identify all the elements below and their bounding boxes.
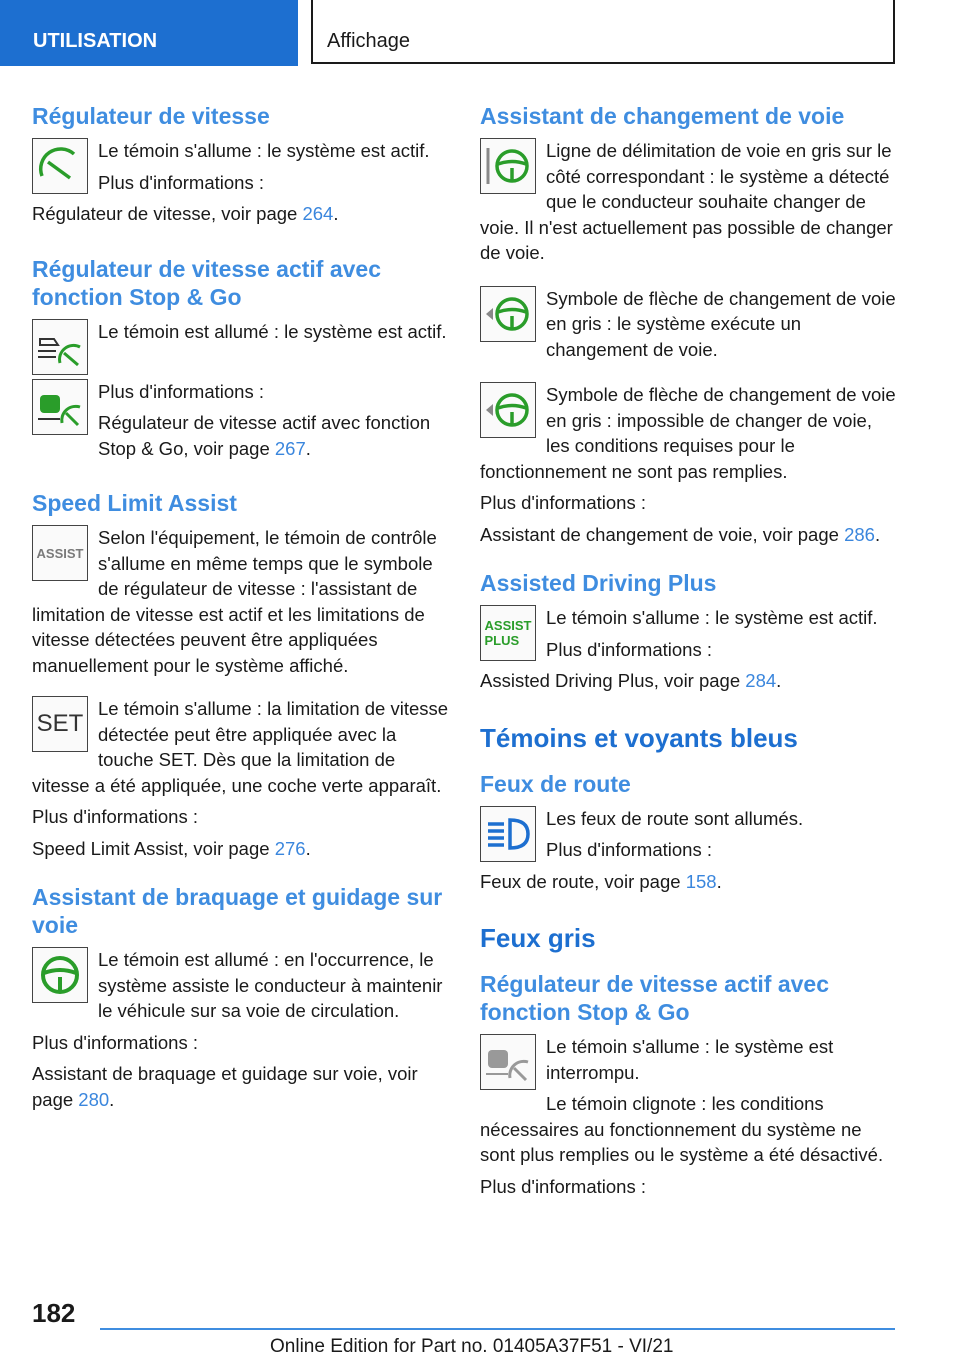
footer-edition: Online Edition for Part no. 01405A37F51 - VI/21 <box>270 1336 674 1357</box>
heading-blue-lights: Témoins et voyants bleus <box>480 722 798 753</box>
heading-cruise-control: Régulateur de vitesse <box>32 103 270 129</box>
text: Assistant de changement de voie, voir page 286. <box>480 523 881 545</box>
text: Speed Limit Assist, voir page 276. <box>32 837 311 859</box>
text: Feux de route, voir page 158. <box>480 870 722 892</box>
text: Symbole de flèche de changement de voie en gris : le système exécute un changement de voie. <box>546 287 896 360</box>
assist-icon: ASSIST <box>32 525 88 581</box>
page-link[interactable]: 158 <box>685 870 717 892</box>
heading-acc-grey: Régulateur de vitesse actif avec fonction Stop & Go <box>480 971 829 1025</box>
section-tab: UTILISATION <box>0 0 298 66</box>
text: Assisted Driving Plus, voir page 284. <box>480 670 782 691</box>
lane-line-grey-icon <box>480 138 536 194</box>
heading-high-beam: Feux de route <box>480 770 631 797</box>
section-lane-change <box>480 102 898 547</box>
text: Plus d'informations : <box>480 1175 646 1197</box>
text: Plus d'informations : <box>98 171 264 193</box>
left-column <box>32 102 450 1134</box>
heading-acc-stop-go: Régulateur de vitesse actif avec fonction Stop & Go <box>32 255 381 310</box>
text: Assistant de braquage et guidage sur voie, voir page 280. <box>32 1063 418 1110</box>
page-header <box>0 0 960 66</box>
acc-vehicle-icon <box>32 379 88 435</box>
acc-grey-icon <box>480 1034 536 1090</box>
page-link[interactable]: 267 <box>274 437 306 459</box>
footer-divider <box>100 1328 895 1330</box>
text: Le témoin s'allume : le système est actif. <box>546 607 878 628</box>
section-assisted-driving-plus <box>480 569 898 700</box>
acc-outline-icon <box>32 319 88 375</box>
page-link[interactable]: 284 <box>745 670 777 691</box>
text: Selon l'équipement, le témoin de contrôle s'allume en même temps que le symbole de régulateur de vitesse : l'assistant de limitation de vitesse est actif et les limitations de vitesse détectées peuvent être appliquées manuellement pour le système affiché. <box>32 527 437 676</box>
heading-speed-limit-assist: Speed Limit Assist <box>32 490 237 516</box>
text: Symbole de flèche de changement de voie en gris : impossible de changer de voie, les conditions requises pour le fonctionnement ne sont pas remplies. <box>480 384 896 482</box>
text: Plus d'informations : <box>32 806 198 827</box>
lane-change-blocked-icon <box>480 382 536 438</box>
section-speed-limit-assist <box>32 489 450 861</box>
heading-grey-lights: Feux gris <box>480 923 596 953</box>
page-link[interactable]: 280 <box>78 1088 110 1110</box>
text: Plus d'informations : <box>546 839 712 860</box>
page-link[interactable]: 264 <box>302 203 334 224</box>
text: Régulateur de vitesse actif avec fonction Stop & Go, voir page 267. <box>98 412 431 459</box>
high-beam-icon <box>480 806 536 862</box>
section-steering-assist <box>32 883 450 1112</box>
text: Le témoin clignote : les conditions nécessaires au fonctionnement du système ne sont plus remplies ou le système a été désactivé. <box>480 1093 884 1165</box>
text: Le témoin s'allume : la limitation de vitesse détectée peut être appliquée avec la touche SET. Dès que la limitation de vitesse a été appliquée, une coche verte apparaît. <box>32 698 449 796</box>
text: Plus d'informations : <box>480 492 646 513</box>
text: Le témoin s'allume : le système est interrompu. <box>546 1036 834 1083</box>
text: Les feux de route sont allumés. <box>546 807 804 829</box>
text: Plus d'informations : <box>546 638 712 660</box>
text: Plus d'informations : <box>98 380 264 402</box>
lane-change-arrow-icon <box>480 286 536 342</box>
right-column <box>480 102 898 1221</box>
page-link[interactable]: 286 <box>844 523 875 545</box>
heading-steering-assist: Assistant de braquage et guidage sur voie <box>32 884 443 938</box>
section-acc-grey <box>480 970 898 1199</box>
cruise-control-icon <box>32 138 88 194</box>
section-high-beam <box>480 770 898 901</box>
text: Plus d'informations : <box>32 1031 198 1053</box>
text: Le témoin s'allume : le système est actif. <box>98 140 430 161</box>
subsection-title: Affichage <box>311 0 895 64</box>
text: Le témoin est allumé : en l'occurrence, le système assiste le conducteur à maintenir le véhicule sur sa voie de circulation. <box>98 949 443 1021</box>
text: Le témoin est allumé : le système est actif. <box>98 320 447 342</box>
heading-assisted-driving-plus: Assisted Driving Plus <box>480 570 717 596</box>
section-acc-stop-go <box>32 255 450 468</box>
page-link[interactable]: 276 <box>274 837 306 859</box>
steering-wheel-green-icon <box>32 947 88 1003</box>
assist-plus-icon: ASSIST PLUS <box>480 605 536 661</box>
heading-lane-change: Assistant de changement de voie <box>480 103 845 129</box>
page-number: 182 <box>32 1298 76 1328</box>
text: Régulateur de vitesse, voir page 264. <box>32 203 339 224</box>
section-cruise-control <box>32 102 450 233</box>
text: Ligne de délimitation de voie en gris sur le côté correspondant : le système a détecté que le conducteur souhaite changer de voie. Il n'est actuellement pas possible de changer de voie. <box>480 140 893 263</box>
set-icon: SET <box>32 696 88 752</box>
